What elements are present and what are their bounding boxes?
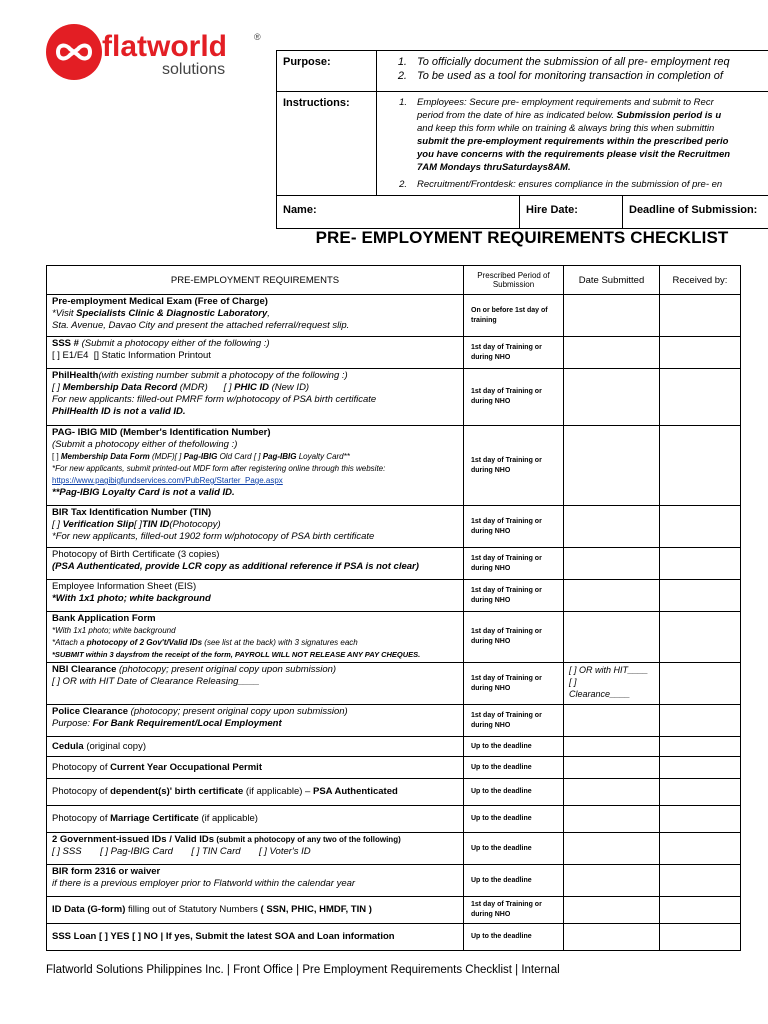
purpose-list (385, 55, 768, 83)
table-row (47, 663, 741, 705)
date-submitted-cell[interactable] (564, 779, 660, 806)
table-row (47, 779, 741, 806)
date-submitted-cell[interactable] (564, 705, 660, 737)
purpose-row (277, 51, 768, 92)
purpose-label: Purpose: (277, 51, 377, 91)
date-submitted-cell[interactable] (564, 737, 660, 757)
pagibig-registration-link[interactable]: https://www.pagibigfundservices.com/PubReg/Starter_Page.aspx (52, 476, 283, 485)
date-submitted-cell[interactable] (564, 295, 660, 337)
instructions-list (385, 96, 768, 191)
req-government-ids: 2 Government-issued IDs / Valid IDs (submit a photocopy of any two of the following) [ ] SSS [ ] Pag-IBIG Card [ ] TIN Card [ ] Voter's ID (47, 833, 464, 865)
table-header-row (47, 266, 741, 295)
received-by-cell[interactable] (660, 737, 741, 757)
period-cell: On or before 1st day of training (464, 295, 564, 337)
req-nbi-clearance: NBI Clearance (photocopy; present original copy upon submission) [ ] OR with HIT Date of Clearance Releasing____ (47, 663, 464, 705)
instructions-row (277, 92, 768, 196)
table-row (47, 897, 741, 924)
period-cell: Up to the deadline (464, 806, 564, 833)
req-pagibig: PAG- IBIG MID (Member's Identification Number) (Submit a photocopy either of thefollowing :) [ ] Membership Data Form (MDF)[ ] Pag-IBIG Old Card [ ] Pag-IBIG Loyalty Card** *For new applicants, submit printed-out MDF form after registering online through this website: https://www.pagibigfundservices.com/PubReg/Starter_Page.aspx **Pag-IBIG Loyalty Card is not a valid ID. (47, 426, 464, 506)
received-by-cell[interactable] (660, 705, 741, 737)
logo-name: flatworld (102, 30, 227, 63)
received-by-cell[interactable] (660, 833, 741, 865)
received-by-cell[interactable] (660, 580, 741, 612)
requirements-table (46, 265, 741, 951)
name-field[interactable]: Name: (277, 196, 520, 228)
period-cell: 1st day of Training or during NHO (464, 506, 564, 548)
col-date-submitted: Date Submitted (564, 266, 660, 295)
period-cell: 1st day of Training or during NHO (464, 663, 564, 705)
table-row (47, 833, 741, 865)
received-by-cell[interactable] (660, 295, 741, 337)
received-by-cell[interactable] (660, 548, 741, 580)
period-cell: 1st day of Training or during NHO (464, 426, 564, 506)
logo-tagline: solutions (162, 61, 226, 78)
deadline-field[interactable]: Deadline of Submission: (629, 204, 758, 216)
company-logo (44, 22, 274, 82)
received-by-cell[interactable] (660, 924, 741, 951)
received-by-cell[interactable] (660, 426, 741, 506)
flatworld-logo-icon (44, 22, 274, 82)
date-submitted-cell[interactable] (564, 426, 660, 506)
period-cell: 1st day of Training or during NHO (464, 580, 564, 612)
req-occupational-permit: Photocopy of Current Year Occupational Permit (47, 757, 464, 779)
date-submitted-cell[interactable] (564, 806, 660, 833)
date-submitted-cell[interactable] (564, 897, 660, 924)
table-row (47, 705, 741, 737)
date-submitted-cell[interactable] (564, 612, 660, 663)
date-submitted-cell[interactable] (564, 580, 660, 612)
period-cell: Up to the deadline (464, 865, 564, 897)
col-period: Prescribed Period of Submission (464, 266, 564, 295)
header-box (276, 50, 768, 229)
col-received-by: Received by: (660, 266, 741, 295)
period-cell: 1st day of Training or during NHO (464, 705, 564, 737)
req-bir-tin: BIR Tax Identification Number (TIN) [ ] Verification Slip[ ]TIN ID(Photocopy) *For new applicants, filled-out 1902 form w/photocopy of PSA birth certificate (47, 506, 464, 548)
req-dependent-birth-cert: Photocopy of dependent(s)' birth certificate (if applicable) – PSA Authenticated (47, 779, 464, 806)
col-requirements: PRE-EMPLOYMENT REQUIREMENTS (47, 266, 464, 295)
table-row (47, 612, 741, 663)
received-by-cell[interactable] (660, 779, 741, 806)
period-cell: Up to the deadline (464, 737, 564, 757)
table-row (47, 295, 741, 337)
table-row (47, 369, 741, 426)
page-footer: Flatworld Solutions Philippines Inc. | Front Office | Pre Employment Requirements Checklist | Internal (46, 964, 560, 976)
received-by-cell[interactable] (660, 757, 741, 779)
date-submitted-cell[interactable] (564, 757, 660, 779)
period-cell: 1st day of Training or during NHO (464, 337, 564, 369)
purpose-item: 1. To officially document the submission of all pre- employment req (397, 56, 730, 68)
table-row (47, 337, 741, 369)
date-submitted-cell[interactable] (564, 865, 660, 897)
req-eis: Employee Information Sheet (EIS) *With 1x1 photo; white background (47, 580, 464, 612)
page-title: PRE- EMPLOYMENT REQUIREMENTS CHECKLIST (315, 228, 729, 247)
table-row (47, 548, 741, 580)
period-cell: 1st day of Training or during NHO (464, 897, 564, 924)
req-police-clearance: Police Clearance (photocopy; present original copy upon submission) Purpose: For Bank Requirement/Local Employment (47, 705, 464, 737)
table-row (47, 806, 741, 833)
received-by-cell[interactable] (660, 369, 741, 426)
table-row (47, 737, 741, 757)
received-by-cell[interactable] (660, 865, 741, 897)
period-cell: Up to the deadline (464, 833, 564, 865)
req-sss: SSS # (Submit a photocopy either of the following :) [ ] E1/E4 [] Static Information Printout (47, 337, 464, 369)
instruction-item: 1. Employees: Secure pre- employment requirements and submit to Recr period from the date of hire as indicated below. Submission period is u and keep this form while on training & always bring this when submittin submit the pre-employment requirements within the prescribed perio you have concerns with the requirements please visit the Recruitmen 7AM Mondays thruSaturdays8AM. (399, 97, 731, 173)
period-cell: 1st day of Training or during NHO (464, 369, 564, 426)
date-submitted-cell[interactable] (564, 506, 660, 548)
table-row (47, 757, 741, 779)
instructions-label: Instructions: (277, 92, 377, 195)
purpose-item: 2. To be used as a tool for monitoring transaction in completion of (397, 70, 723, 82)
date-submitted-cell[interactable]: [ ] OR with HIT____ [ ] Clearance____ (564, 663, 660, 705)
logo-registered: ® (254, 32, 261, 42)
req-bank-application: Bank Application Form *With 1x1 photo; white background *Attach a photocopy of 2 Gov't/Valid IDs (see list at the back) with 3 signatures each *SUBMIT within 3 daysfrom the receipt of the form, PAYROLL WILL NOT RELEASE ANY PAY CHEQUES. (47, 612, 464, 663)
received-by-cell[interactable] (660, 506, 741, 548)
period-cell: 1st day of Training or during NHO (464, 612, 564, 663)
table-row (47, 580, 741, 612)
instruction-item: 2. Recruitment/Frontdesk: ensures compliance in the submission of pre- en (399, 179, 723, 190)
period-cell: 1st day of Training or during NHO (464, 548, 564, 580)
employee-info-row (277, 196, 768, 228)
req-cedula: Cedula (original copy) (47, 737, 464, 757)
req-marriage-certificate: Photocopy of Marriage Certificate (if applicable) (47, 806, 464, 833)
req-sss-loan: SSS Loan [ ] YES [ ] NO | If yes, Submit the latest SOA and Loan information (47, 924, 464, 951)
table-row (47, 426, 741, 506)
received-by-cell[interactable] (660, 806, 741, 833)
period-cell: Up to the deadline (464, 779, 564, 806)
period-cell: Up to the deadline (464, 924, 564, 951)
req-bir-2316: BIR form 2316 or waiver if there is a previous employer prior to Flatworld within the calendar year (47, 865, 464, 897)
req-id-data: ID Data (G-form) filling out of Statutory Numbers ( SSN, PHIC, HMDF, TIN ) (47, 897, 464, 924)
received-by-cell[interactable] (660, 337, 741, 369)
req-philhealth: PhilHealth(with existing number submit a photocopy of the following :) [ ] Membership Data Record (MDR) [ ] PHIC ID (New ID) For new applicants: filled-out PMRF form w/photocopy of PSA birth certificate PhilHealth ID is not a valid ID. (47, 369, 464, 426)
received-by-cell[interactable] (660, 612, 741, 663)
date-submitted-cell[interactable] (564, 924, 660, 951)
table-row (47, 506, 741, 548)
date-submitted-cell[interactable] (564, 833, 660, 865)
received-by-cell[interactable] (660, 663, 741, 705)
req-medical: Pre-employment Medical Exam (Free of Charge) *Visit Specialists Clinic & Diagnostic Laboratory, Sta. Avenue, Davao City and present the attached referral/request slip. (47, 295, 464, 337)
table-row (47, 924, 741, 951)
date-submitted-cell[interactable] (564, 548, 660, 580)
received-by-cell[interactable] (660, 897, 741, 924)
table-row (47, 865, 741, 897)
date-submitted-cell[interactable] (564, 337, 660, 369)
date-submitted-cell[interactable] (564, 369, 660, 426)
req-birth-certificate: Photocopy of Birth Certificate (3 copies) (PSA Authenticated, provide LCR copy as additional reference if PSA is not clear) (47, 548, 464, 580)
hire-date-field[interactable]: Hire Date: (520, 196, 623, 228)
period-cell: Up to the deadline (464, 757, 564, 779)
